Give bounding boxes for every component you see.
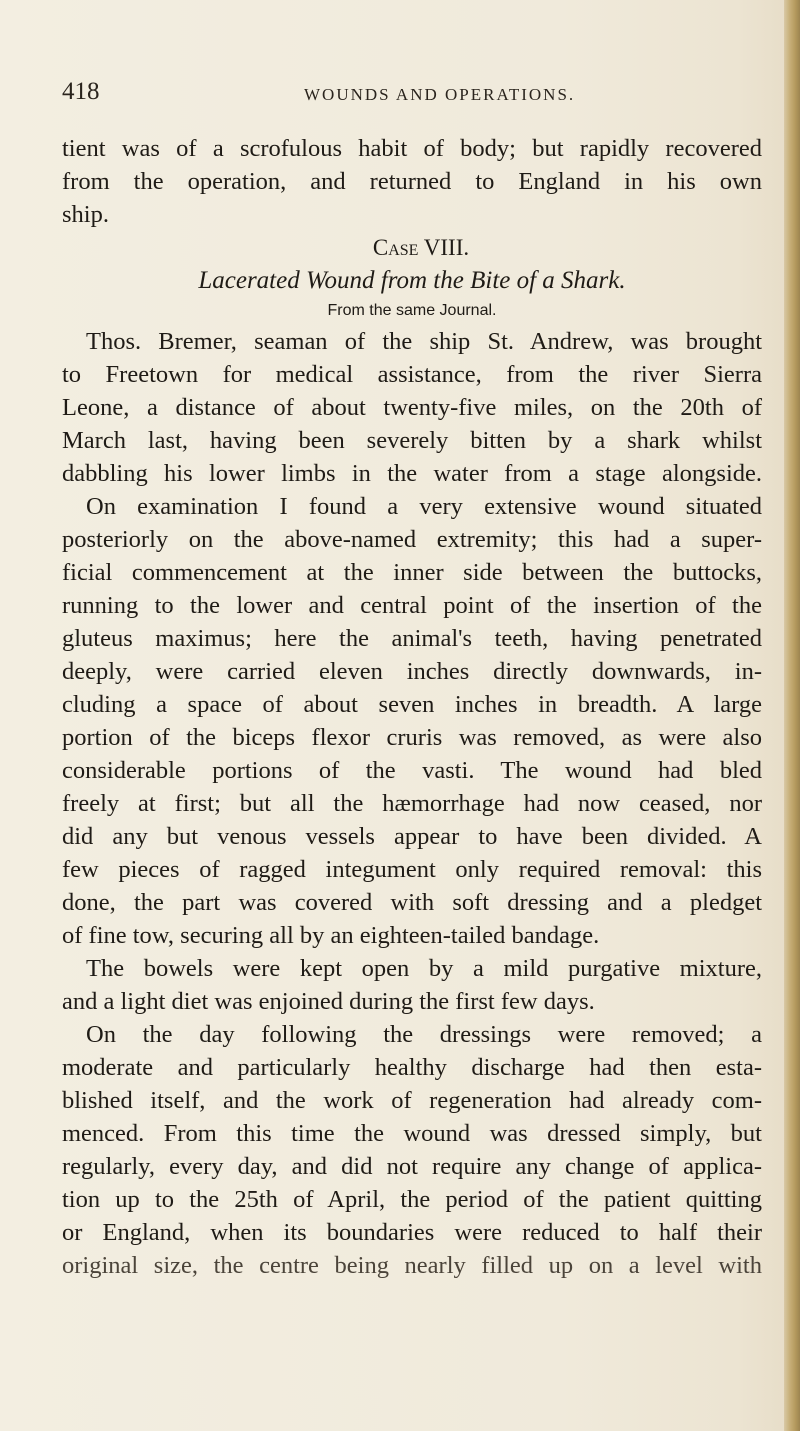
text-line: posteriorly on the above-named extremity; this had a super-	[62, 526, 762, 553]
text-line: On the day following the dressings were removed; a	[86, 1021, 762, 1048]
text-line: moderate and particularly healthy discharge had then esta-	[62, 1054, 762, 1081]
text-line: March last, having been severely bitten by a shark whilst	[62, 427, 762, 454]
text-line: and a light diet was enjoined during the first few days.	[62, 988, 595, 1015]
text-line: portion of the biceps flexor cruris was removed, as were also	[62, 724, 762, 751]
text-line: gluteus maximus; here the animal's teeth, having penetrated	[62, 625, 762, 652]
case-title: Lacerated Wound from the Bite of a Shark.	[198, 267, 626, 294]
text-line: or England, when its boundaries were reduced to half their	[62, 1219, 762, 1246]
text-line: freely at first; but all the hæmorrhage had now ceased, nor	[62, 790, 762, 817]
text-line: did any but venous vessels appear to have been divided. A	[62, 823, 762, 850]
text-line: On examination I found a very extensive wound situated	[86, 493, 762, 520]
text-line: few pieces of ragged integument only required removal: this	[62, 856, 762, 883]
text-line: dabbling his lower limbs in the water from a stage alongside.	[62, 460, 762, 487]
text-line: blished itself, and the work of regeneration had already com-	[62, 1087, 762, 1114]
text-line: Leone, a distance of about twenty-five miles, on the 20th of	[62, 394, 762, 421]
page-number: 418	[62, 78, 100, 105]
text-line: to Freetown for medical assistance, from the river Sierra	[62, 361, 762, 388]
text-line: regularly, every day, and did not require any change of applica-	[62, 1153, 762, 1180]
text-line: ficial commencement at the inner side between the buttocks,	[62, 559, 762, 586]
text-line: running to the lower and central point of the insertion of the	[62, 592, 762, 619]
source-line: From the same Journal.	[327, 302, 497, 319]
text-line: tient was of a scrofulous habit of body; but rapidly recovered	[62, 135, 762, 162]
text-line: original size, the centre being nearly filled up on a level with	[62, 1252, 762, 1279]
text-line: deeply, were carried eleven inches directly downwards, in-	[62, 658, 762, 685]
page-header	[62, 78, 762, 114]
text-line: menced. From this time the wound was dressed simply, but	[62, 1120, 762, 1147]
text-line: cluding a space of about seven inches in breadth. A large	[62, 691, 762, 718]
page-text	[62, 132, 762, 1282]
text-line: done, the part was covered with soft dressing and a pledget	[62, 889, 762, 916]
text-line: The bowels were kept open by a mild purgative mixture,	[86, 955, 762, 982]
running-head: WOUNDS AND OPERATIONS.	[304, 85, 576, 104]
text-line: from the operation, and returned to England in his own	[62, 168, 762, 195]
text-line: of fine tow, securing all by an eighteen-tailed bandage.	[62, 922, 600, 949]
text-line: ship.	[62, 201, 109, 228]
text-line: tion up to the 25th of April, the period of the patient quitting	[62, 1186, 762, 1213]
text-line: considerable portions of the vasti. The wound had bled	[62, 757, 762, 784]
case-heading: Case VIII.	[372, 235, 470, 260]
text-line: Thos. Bremer, seaman of the ship St. Andrew, was brought	[86, 328, 762, 355]
page-binding-edge	[784, 0, 800, 1431]
